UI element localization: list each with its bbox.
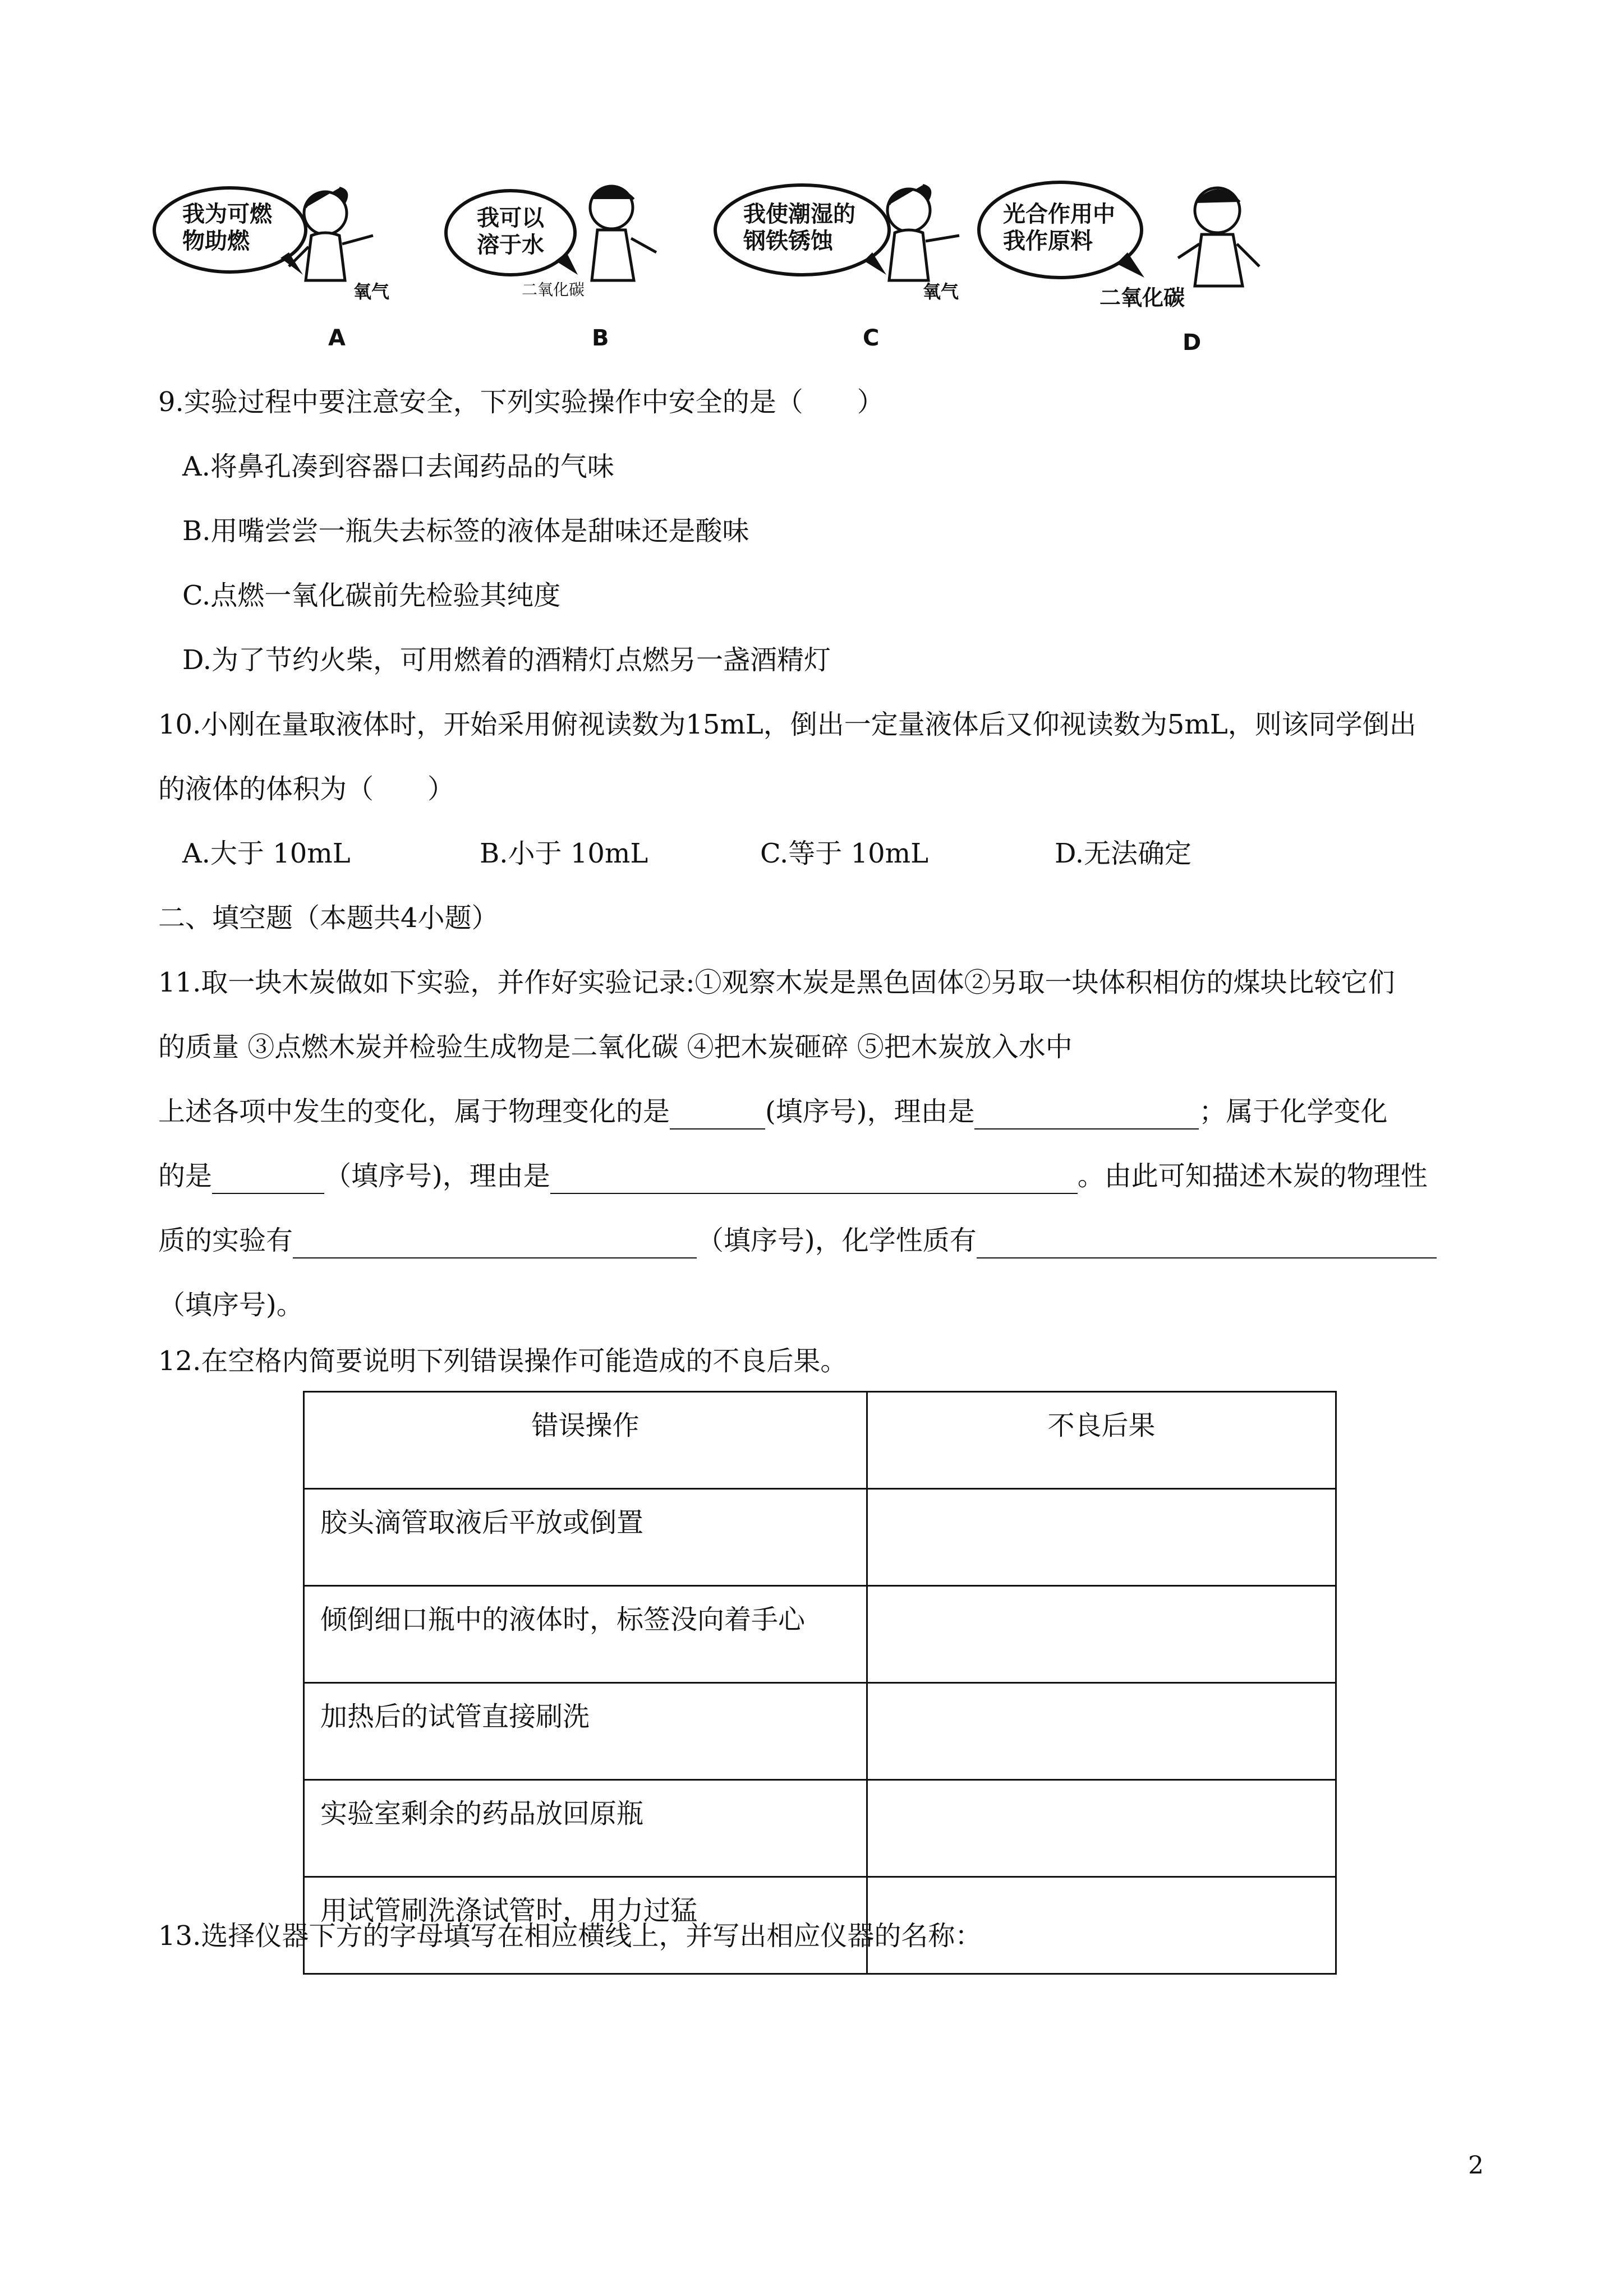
consequence-answer-cell[interactable] [867,1683,1336,1780]
consequence-answer-cell[interactable] [867,1586,1336,1683]
q13-stem: 13.选择仪器下方的字母填写在相应横线上，并写出相应仪器的名称： [158,1920,982,1952]
gas-label-d: 二氧化碳 [1099,285,1185,310]
gas-label-b: 二氧化碳 [522,280,585,299]
table-header-row [304,1392,1336,1489]
page-number: 2 [1468,2151,1484,2180]
consequence-answer-cell[interactable] [867,1489,1336,1586]
q9-option-d: D.为了节约火柴，可用燃着的酒精灯点燃另一盏酒精灯 [182,644,831,676]
figure-letter-b: B [592,325,609,351]
q10-line-1: 10.小刚在量取液体时，开始采用俯视读数为15mL，倒出一定量液体后又仰视读数为5mL，则该同学倒出 [158,709,1416,740]
q11-line-5: 质的实验有 （填序号)，化学性质有 [158,1223,1437,1258]
table-row [304,1489,1336,1586]
wrong-operations-table [303,1391,1337,1975]
q9-option-b: B.用嘴尝尝一瓶失去标签的液体是甜味还是酸味 [182,515,749,547]
operation-cell: 加热后的试管直接刷洗 [304,1683,867,1780]
header-bad-consequence: 不良后果 [867,1392,1336,1489]
figure-letter-d: D [1183,330,1202,356]
table-row [304,1683,1336,1780]
q9-option-c: C.点燃一氧化碳前先检验其纯度 [182,580,561,611]
bubble-text-a: 我为可燃 物助燃 [182,201,272,254]
q9-stem: 9.实验过程中要注意安全，下列实验操作中安全的是（ ） [158,386,884,418]
q10-line-2: 的液体的体积为（ ） [158,773,455,805]
bubble-text-d: 光合作用中 我作原料 [1003,201,1115,254]
table-row [304,1780,1336,1877]
blank-chemical-change[interactable] [212,1164,324,1194]
cartoon-illustration [151,168,1273,353]
character-body-icon [1195,234,1243,286]
q10-option-a: A.大于 10mL [182,838,351,869]
q10-option-d: D.无法确定 [1055,838,1192,869]
q9-option-a: A.将鼻孔凑到容器口去闻药品的气味 [182,451,614,482]
operation-cell: 胶头滴管取液后平放或倒置 [304,1489,867,1586]
q11-line-4: 的是 （填序号)，理由是 。由此可知描述木炭的物理性 [158,1158,1428,1194]
operation-cell: 用试管刷洗涤试管时，用力过猛 [304,1877,867,1974]
blank-chemical-reason[interactable] [550,1164,1078,1194]
figure-letter-c: C [863,325,880,351]
blank-physical-change[interactable] [670,1099,765,1129]
q11-line-1: 11.取一块木炭做如下实验，并作好实验记录:①观察木炭是黑色固体②另取一块体积相仿的煤块比较它们 [158,967,1395,998]
q11-line-3: 上述各项中发生的变化，属于物理变化的是 (填序号)，理由是 ；属于化学变化 [158,1094,1388,1129]
blank-chemical-properties[interactable] [977,1228,1437,1258]
consequence-answer-cell[interactable] [867,1780,1336,1877]
bubble-text-c: 我使潮湿的 钢铁锈蚀 [743,201,855,254]
character-body-icon [592,230,634,280]
character-body-icon [889,230,928,280]
q11-line-2: 的质量 ③点燃木炭并检验生成物是二氧化碳 ④把木炭砸碎 ⑤把木炭放入水中 [158,1031,1073,1063]
gas-properties-figure [151,168,1273,356]
gas-label-c: 氧气 [923,281,959,302]
character-body-icon [306,233,345,280]
header-wrong-operation: 错误操作 [304,1392,867,1489]
bubble-text-b: 我可以 溶于水 [477,205,544,258]
blank-physical-properties[interactable] [293,1228,697,1258]
gas-label-a: 氧气 [353,281,390,302]
q10-option-c: C.等于 10mL [760,838,929,869]
operation-cell: 倾倒细口瓶中的液体时，标签没向着手心 [304,1586,867,1683]
q10-option-b: B.小于 10mL [480,838,648,869]
q12-stem: 12.在空格内简要说明下列错误操作可能造成的不良后果。 [158,1345,848,1377]
operation-cell: 实验室剩余的药品放回原瓶 [304,1780,867,1877]
blank-physical-reason[interactable] [974,1099,1199,1129]
figure-letter-a: A [328,325,346,351]
table-row [304,1586,1336,1683]
section-2-heading: 二、填空题（本题共4小题） [158,902,499,934]
q11-line-6: （填序号)。 [158,1289,303,1321]
